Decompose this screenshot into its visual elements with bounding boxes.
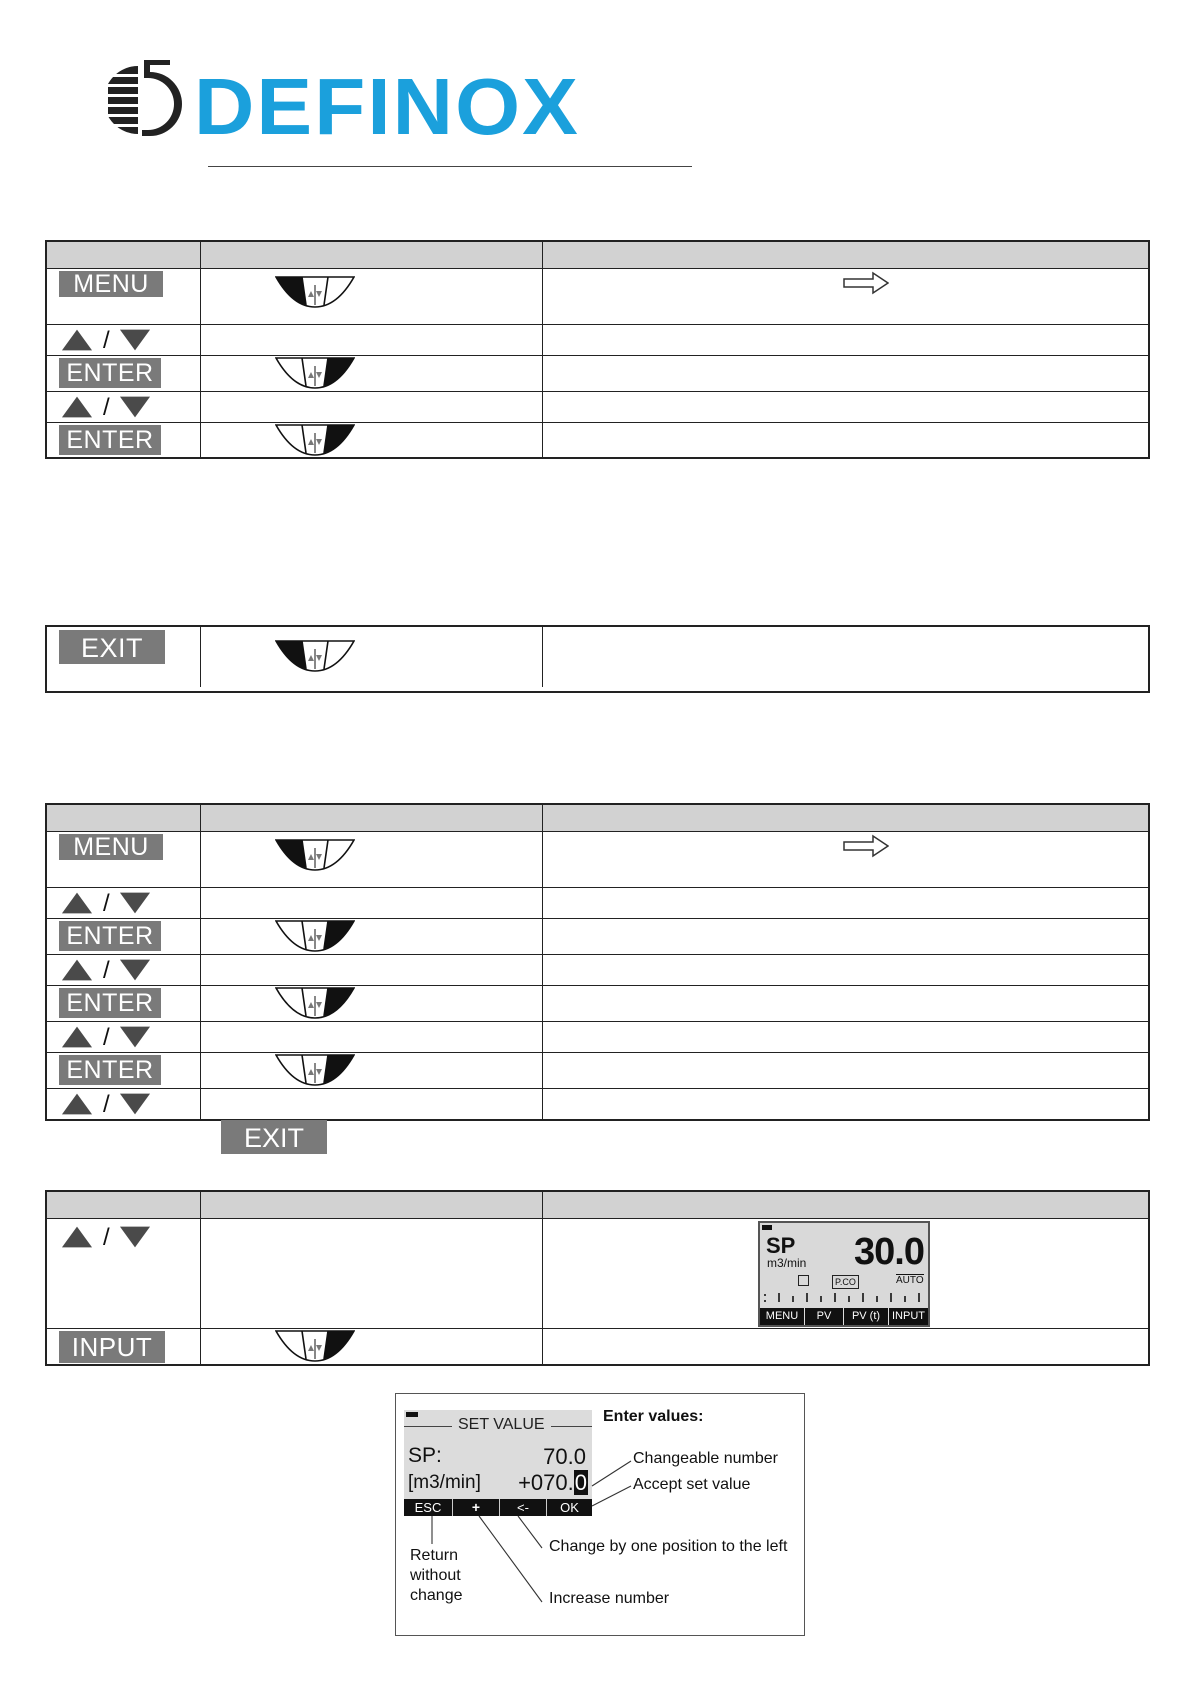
value-entry-cursor: 0 — [574, 1470, 587, 1495]
arrow-down-icon — [119, 328, 151, 352]
table-row — [47, 355, 1148, 391]
lcd-softkey-input[interactable]: INPUT — [892, 1310, 925, 1322]
lcd-display — [758, 1221, 930, 1327]
table-row — [47, 918, 1148, 954]
arrow-separator: / — [103, 957, 110, 984]
arrow-down-icon — [119, 891, 151, 915]
input-key[interactable]: INPUT — [59, 1331, 165, 1363]
table-row — [47, 887, 1148, 918]
press-right-key-icon — [275, 1053, 355, 1087]
table-row — [47, 627, 1148, 687]
brand-name: DEFINOX — [194, 62, 580, 142]
enter-key[interactable]: ENTER — [59, 358, 161, 388]
arrow-separator: / — [103, 1224, 110, 1251]
arrow-separator: / — [103, 890, 110, 917]
arrow-keys[interactable] — [61, 891, 157, 917]
return-label — [410, 1546, 463, 1606]
lcd-softkey-pv[interactable]: PV — [805, 1308, 844, 1325]
exit-key[interactable]: EXIT — [221, 1120, 327, 1154]
table-row — [47, 954, 1148, 985]
arrow-up-icon — [61, 1092, 93, 1116]
table-row — [47, 1052, 1148, 1088]
arrow-keys[interactable] — [61, 328, 157, 354]
arrow-up-icon — [61, 958, 93, 982]
arrow-up-icon — [61, 1025, 93, 1049]
arrow-up-icon — [61, 1225, 93, 1249]
lcd-value: 30.0 — [854, 1231, 924, 1273]
arrow-up-icon — [61, 891, 93, 915]
arrow-separator: / — [103, 327, 110, 354]
table-row — [47, 422, 1148, 457]
arrow-down-icon — [119, 1225, 151, 1249]
header-rule — [208, 166, 692, 167]
change-left-label: Change by one position to the left — [549, 1538, 788, 1555]
lcd-auto: AUTO — [896, 1275, 924, 1286]
table-row — [47, 324, 1148, 355]
set-value-table — [45, 1190, 1150, 1366]
save-icon — [798, 1275, 809, 1286]
lcd-softkey-bar — [760, 1308, 928, 1325]
lcd-indicator — [762, 1225, 772, 1230]
value-entry-prefix: +070. — [518, 1470, 574, 1495]
arrow-keys[interactable] — [61, 395, 157, 421]
table-row — [47, 1021, 1148, 1052]
exit-key[interactable]: EXIT — [59, 630, 165, 664]
softkey-plus[interactable]: + — [453, 1499, 500, 1516]
lcd-softkey-menu[interactable]: MENU — [760, 1308, 805, 1325]
softkey-esc[interactable]: ESC — [404, 1499, 453, 1516]
arrow-up-icon — [61, 328, 93, 352]
right-arrow-icon — [843, 834, 889, 858]
table-header-row — [47, 242, 1148, 268]
menu-key[interactable]: MENU — [59, 834, 163, 860]
press-left-key-icon — [275, 838, 355, 872]
table-row — [47, 831, 1148, 887]
lcd-scale — [763, 1290, 927, 1304]
arrow-down-icon — [119, 1092, 151, 1116]
softkey-left[interactable]: <- — [500, 1499, 547, 1516]
arrow-keys[interactable] — [61, 1025, 157, 1051]
arrow-keys[interactable] — [61, 1225, 157, 1251]
press-right-key-icon — [275, 1329, 355, 1363]
table-row — [47, 1088, 1148, 1119]
press-right-key-icon — [275, 919, 355, 953]
lcd-sp-label: SP — [766, 1233, 796, 1258]
press-left-key-icon — [275, 639, 355, 673]
table-row — [47, 1218, 1148, 1328]
arrow-up-icon — [61, 395, 93, 419]
arrow-keys[interactable] — [61, 1092, 157, 1118]
arrow-separator: / — [103, 1091, 110, 1118]
definox-logo — [108, 52, 588, 142]
return-line-3: change — [410, 1587, 463, 1604]
lcd-pco: P.CO — [832, 1275, 859, 1289]
return-line-2: without — [410, 1567, 461, 1584]
table-row — [47, 391, 1148, 422]
table-header-row — [47, 1192, 1148, 1218]
set-value-diagram — [395, 1393, 805, 1636]
arrow-separator: / — [103, 1024, 110, 1051]
table-header-row — [47, 805, 1148, 831]
press-right-key-icon — [275, 986, 355, 1020]
table-row — [47, 268, 1148, 324]
press-left-key-icon — [275, 275, 355, 309]
enter-key[interactable]: ENTER — [59, 921, 161, 951]
arrow-down-icon — [119, 958, 151, 982]
table-row — [47, 1328, 1148, 1364]
sp-label: SP: — [408, 1444, 442, 1467]
table-row — [47, 985, 1148, 1021]
arrow-separator: / — [103, 394, 110, 421]
menu-procedure-table-2 — [45, 803, 1150, 1121]
enter-key[interactable]: ENTER — [59, 1055, 161, 1085]
enter-key[interactable]: ENTER — [59, 425, 161, 455]
sp-value: 70.0 — [543, 1444, 586, 1469]
definox-emblem-icon — [108, 60, 182, 136]
screen-title: SET VALUE — [452, 1416, 551, 1434]
softkey-ok[interactable]: OK — [560, 1500, 579, 1515]
accept-label: Accept set value — [633, 1476, 751, 1493]
lcd-unit: m3/min — [767, 1256, 807, 1270]
press-right-key-icon — [275, 356, 355, 390]
arrow-down-icon — [119, 395, 151, 419]
return-line-1: Return — [410, 1547, 459, 1564]
changeable-number-label: Changeable number — [633, 1450, 778, 1467]
menu-procedure-table-1 — [45, 240, 1150, 459]
enter-values-label: Enter values: — [603, 1408, 704, 1425]
sp-unit: [m3/min] — [408, 1472, 481, 1493]
arrow-keys[interactable] — [61, 958, 157, 984]
exit-table — [45, 625, 1150, 693]
press-right-key-icon — [275, 423, 355, 457]
arrow-down-icon — [119, 1025, 151, 1049]
lcd-softkey-pv-t[interactable]: PV (t) — [844, 1308, 889, 1325]
enter-key[interactable]: ENTER — [59, 988, 161, 1018]
increase-label: Increase number — [549, 1590, 670, 1607]
right-arrow-icon — [843, 271, 889, 295]
menu-key[interactable]: MENU — [59, 271, 163, 297]
